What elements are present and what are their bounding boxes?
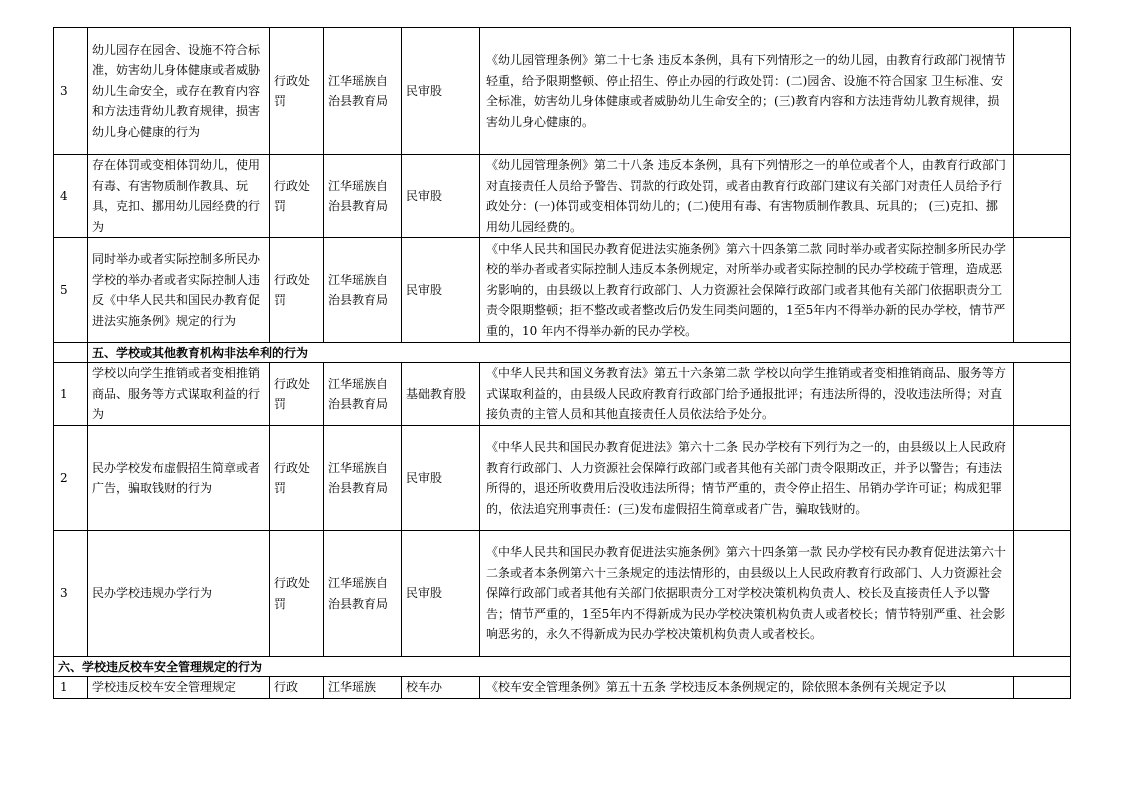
section-title: 五、学校或其他教育机构非法牟利的行为 (88, 343, 1071, 363)
behavior-cell: 存在体罚或变相体罚幼儿，使用有毒、有害物质制作教具、玩具，克扣、挪用幼儿园经费的行为 (88, 155, 270, 238)
table-row (54, 155, 1071, 238)
dept-cell: 民审股 (402, 531, 480, 657)
table-row (54, 677, 1071, 699)
section-row (54, 657, 1071, 677)
category-cell: 行政处罚 (270, 238, 324, 343)
agency-cell: 江华瑶族自治县教育局 (324, 363, 402, 426)
behavior-cell: 学校以向学生推销或者变相推销商品、服务等方式谋取利益的行为 (88, 363, 270, 426)
row-number: 3 (54, 28, 88, 155)
row-number: 4 (54, 155, 88, 238)
dept-cell: 校车办 (402, 677, 480, 699)
basis-cell: 《校车安全管理条例》第五十五条 学校违反本条例规定的，除依照本条例有关规定予以 (480, 677, 1014, 699)
agency-cell: 江华瑶族自治县教育局 (324, 28, 402, 155)
note-cell (1014, 677, 1071, 699)
basis-cell: 《中华人民共和国民办教育促进法实施条例》第六十四条第一款 民办学校有民办教育促进法第六十二条或者本条例第六十三条规定的违法情形的，由县级以上人民政府教育行政部门、人力资源社会保障行政部门或者其他有关部门依据职责分工对学校决策机构负责人、校长及直接责任人予以警告；情节严重的，1至5年内不得新成为民办学校决策机构负责人或者校长；情节特别严重、社会影响恶劣的，永久不得新成为民办学校决策机构负责人或者校长。 (480, 531, 1014, 657)
category-cell: 行政 (270, 677, 324, 699)
row-number: 1 (54, 677, 88, 699)
agency-cell: 江华瑶族 (324, 677, 402, 699)
note-cell (1014, 238, 1071, 343)
note-cell (1014, 363, 1071, 426)
note-cell (1014, 531, 1071, 657)
category-cell: 行政处罚 (270, 28, 324, 155)
table-row (54, 28, 1071, 155)
dept-cell: 民审股 (402, 28, 480, 155)
basis-cell: 《幼儿园管理条例》第二十八条 违反本条例，具有下列情形之一的单位或者个人，由教育行政部门对直接责任人员给予警告、罚款的行政处罚，或者由教育行政部门建议有关部门对责任人员给予行政处分：(一)体罚或变相体罚幼儿的；(二)使用有毒、有害物质制作教具、玩具的； (三)克扣、挪用幼儿园经费的。 (480, 155, 1014, 238)
dept-cell: 民审股 (402, 238, 480, 343)
behavior-cell: 民办学校违规办学行为 (88, 531, 270, 657)
table-row (54, 363, 1071, 426)
row-number: 1 (54, 363, 88, 426)
behavior-cell: 同时举办或者实际控制多所民办学校的举办者或者实际控制人违反《中华人民共和国民办教育促进法实施条例》规定的行为 (88, 238, 270, 343)
row-number: 5 (54, 238, 88, 343)
dept-cell: 基础教育股 (402, 363, 480, 426)
empty-cell (54, 343, 88, 363)
table-row (54, 531, 1071, 657)
table-row (54, 426, 1071, 531)
basis-cell: 《中华人民共和国民办教育促进法实施条例》第六十四条第二款 同时举办或者实际控制多所民办学校的举办者或者实际控制人违反本条例规定，对所举办或者实际控制的民办学校疏于管理，造成恶劣影响的，由县级以上教育行政部门、人力资源社会保障行政部门或者其他有关部门依据职责分工责令限期整顿；拒不整改或者整改后仍发生同类问题的，1至5年内不得举办新的民办学校，情节严重的，10 年内不得举办新的民办学校。 (480, 238, 1014, 343)
agency-cell: 江华瑶族自治县教育局 (324, 426, 402, 531)
behavior-cell: 民办学校发布虚假招生简章或者广告，骗取钱财的行为 (88, 426, 270, 531)
category-cell: 行政处罚 (270, 155, 324, 238)
basis-cell: 《幼儿园管理条例》第二十七条 违反本条例，具有下列情形之一的幼儿园，由教育行政部门视情节轻重，给予限期整顿、停止招生、停止办园的行政处罚：(二)园舍、设施不符合国家 卫生标准、安全标准，妨害幼儿身体健康或者威胁幼儿生命安全的；(三)教育内容和方法违背幼儿教育规律，损害幼儿身心健康的。 (480, 28, 1014, 155)
note-cell (1014, 426, 1071, 531)
agency-cell: 江华瑶族自治县教育局 (324, 531, 402, 657)
dept-cell: 民审股 (402, 155, 480, 238)
enforcement-table (53, 27, 1071, 699)
note-cell (1014, 155, 1071, 238)
section-row (54, 343, 1071, 363)
basis-cell: 《中华人民共和国义务教育法》第五十六条第二款 学校以向学生推销或者变相推销商品、服务等方式谋取利益的，由县级人民政府教育行政部门给予通报批评；有违法所得的，没收违法所得；对直接负责的主管人员和其他直接责任人员依法给予处分。 (480, 363, 1014, 426)
row-number: 3 (54, 531, 88, 657)
section-title: 六、学校违反校车安全管理规定的行为 (54, 657, 1071, 677)
agency-cell: 江华瑶族自治县教育局 (324, 238, 402, 343)
basis-cell: 《中华人民共和国民办教育促进法》第六十二条 民办学校有下列行为之一的，由县级以上人民政府教育行政部门、人力资源社会保障行政部门或者其他有关部门责令限期改正，并予以警告；有违法所得的，退还所收费用后没收违法所得；情节严重的，责令停止招生、吊销办学许可证；构成犯罪的，依法追究刑事责任：(三)发布虚假招生简章或者广告，骗取钱财的。 (480, 426, 1014, 531)
note-cell (1014, 28, 1071, 155)
category-cell: 行政处罚 (270, 363, 324, 426)
category-cell: 行政处罚 (270, 531, 324, 657)
dept-cell: 民审股 (402, 426, 480, 531)
category-cell: 行政处罚 (270, 426, 324, 531)
behavior-cell: 学校违反校车安全管理规定 (88, 677, 270, 699)
row-number: 2 (54, 426, 88, 531)
table-row (54, 238, 1071, 343)
behavior-cell: 幼儿园存在园舍、设施不符合标准，妨害幼儿身体健康或者威胁幼儿生命安全，或存在教育内容和方法违背幼儿教育规律，损害幼儿身心健康的行为 (88, 28, 270, 155)
agency-cell: 江华瑶族自治县教育局 (324, 155, 402, 238)
